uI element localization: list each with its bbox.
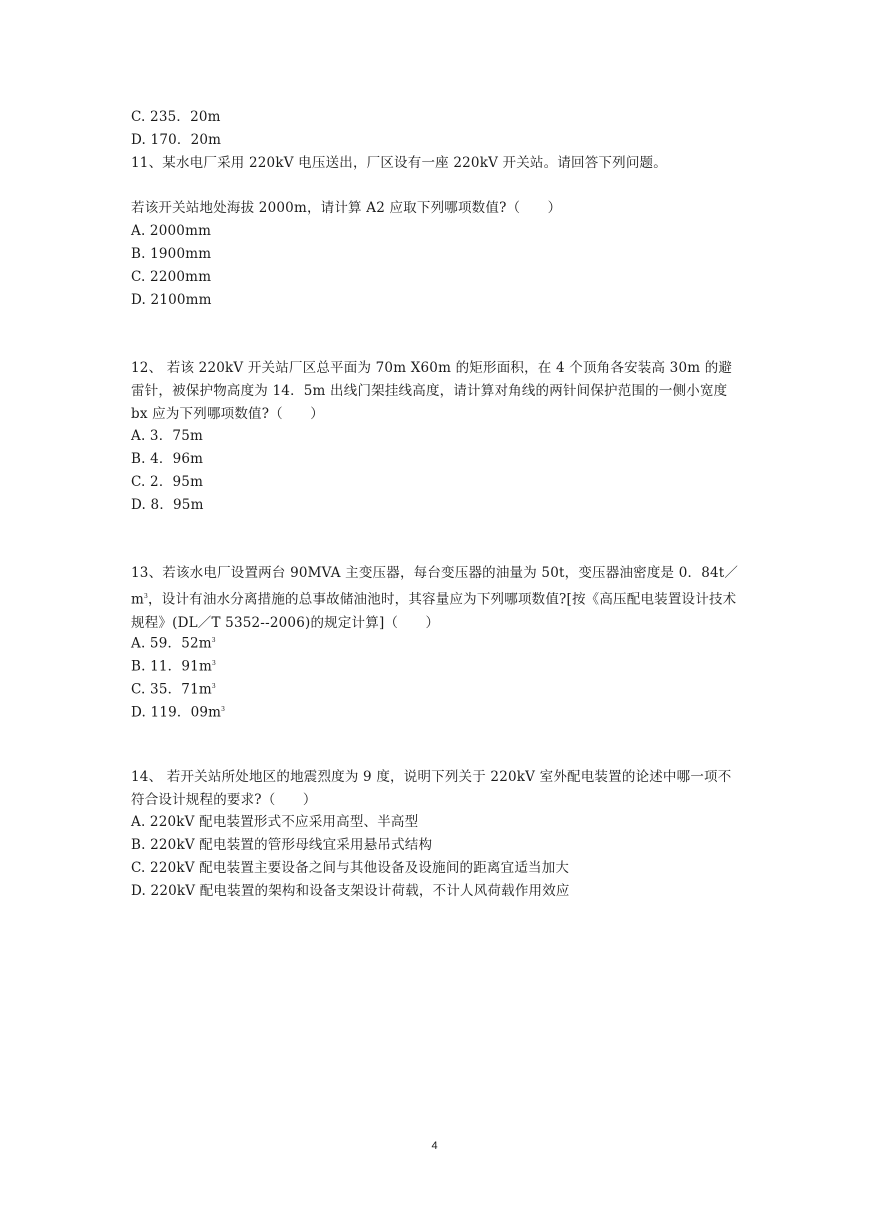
q11-option-b: B. 1900mm bbox=[131, 246, 212, 262]
q13-option-b: B. 11．$91m^3$ bbox=[131, 658, 216, 675]
q11-option-c: C. 2200mm bbox=[131, 269, 212, 285]
q13-question: 13、若该水电厂设置两台 90MVA 主变压器，每台变压器的油量为 50t，变压器油密度是 0．$84t/m^3$，设计有油水分离措施的总事故储油池时，其容量应为下列哪项数值?[按《高压配电装置设计技术规程》(DL／T 5352--2006)的规定计算]（ ） bbox=[131, 565, 739, 631]
q11-intro: 11、某水电厂采用 220kV 电压送出，厂区设有一座 220kV 开关站。请回答下列问题。 bbox=[131, 155, 667, 171]
q12-option-b: B. 4．96m bbox=[131, 451, 204, 467]
q14-option-c: C. 220kV 配电装置主要设备之间与其他设备及设施间的距离宜适当加大 bbox=[131, 860, 570, 876]
option-c-prev: C. 235．20m bbox=[131, 109, 221, 125]
q12-option-a: A. 3．75m bbox=[131, 428, 204, 444]
q12-option-d: D. 8．95m bbox=[131, 497, 204, 513]
q14-option-b: B. 220kV 配电装置的管形母线宜采用悬吊式结构 bbox=[131, 837, 433, 853]
option-d-prev: D. 170．20m bbox=[131, 132, 222, 148]
q12-option-c: C. 2．95m bbox=[131, 474, 204, 490]
q12-question: 12、 若该 220kV 开关站厂区总平面为 70m X60m 的矩形面积，在 4 个顶角各安装高 30m 的避雷针，被保护物高度为 14．5m 出线门架挂线高度，请计算对角线的两针间保护范围的一侧小宽度 bx 应为下列哪项数值?（ ） bbox=[131, 360, 733, 422]
q14-question: 14、 若开关站所处地区的地震烈度为 9 度，说明下列关于 220kV 室外配电装置的论述中哪一项不符合设计规程的要求?（ ） bbox=[131, 769, 732, 808]
q11-question: 若该开关站地处海拔 2000m，请计算 A2 应取下列哪项数值?（ ） bbox=[131, 200, 562, 216]
q13-option-c: C. 35．$71m^3$ bbox=[131, 681, 216, 698]
q11-option-a: A. 2000mm bbox=[131, 223, 212, 239]
q11-option-d: D. 2100mm bbox=[131, 292, 212, 308]
page-number: 4 bbox=[431, 1140, 438, 1152]
q13-option-d: D. 119．$09m^3$ bbox=[131, 704, 226, 721]
q14-option-a: A. 220kV 配电装置形式不应采用高型、半高型 bbox=[131, 814, 419, 830]
q14-option-d: D. 220kV 配电装置的架构和设备支架设计荷载，不计人风荷载作用效应 bbox=[131, 883, 570, 899]
q13-option-a: A. 59．$52m^3$ bbox=[131, 635, 216, 652]
